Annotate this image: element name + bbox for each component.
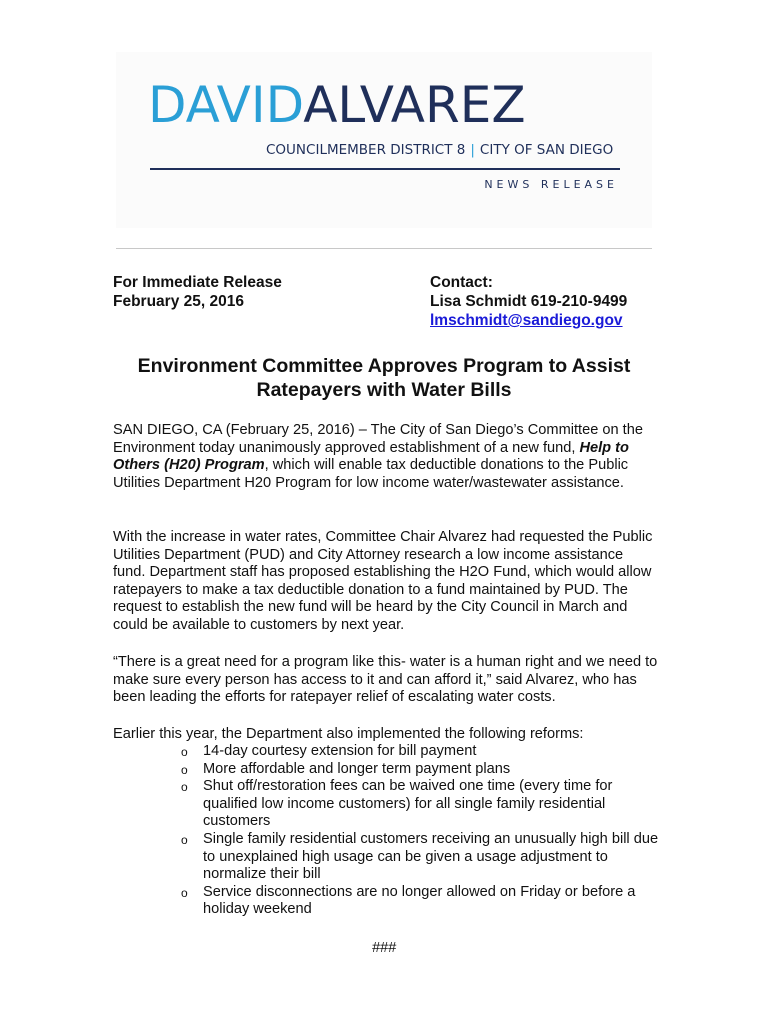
page-divider (116, 248, 652, 249)
separator: | (470, 142, 475, 158)
paragraph-1-rest: , which will enable tax deductible donations to the Public Utilities Department H20 Program for low income water/wastewater assistance. (113, 457, 629, 491)
headline-line-1: Environment Committee Approves Program to Assist (137, 355, 631, 377)
paragraph-3-quote (113, 654, 658, 707)
paragraph-2 (113, 529, 658, 635)
list-item (181, 761, 661, 779)
news-release-label: NEWS RELEASE (484, 178, 618, 191)
councilmember-name (148, 76, 526, 134)
bullet-icon: o (181, 885, 188, 900)
list-item (181, 831, 661, 884)
release-status: For Immediate Release (113, 274, 282, 291)
district-label: COUNCILMEMBER DISTRICT 8 (266, 142, 466, 158)
list-item-text: Shut off/restoration fees can be waived one time (every time for qualified low income customers) for all single family residential customers (203, 778, 613, 830)
district-line (266, 142, 613, 158)
contact-info (430, 273, 627, 330)
release-info (113, 273, 282, 311)
last-name: ALVAREZ (303, 76, 526, 134)
bullet-icon: o (181, 762, 188, 777)
release-date: February 25, 2016 (113, 293, 244, 310)
list-item-text: More affordable and longer term payment plans (203, 760, 511, 777)
bullet-icon: o (181, 745, 188, 759)
headline (100, 354, 668, 402)
bullet-icon: o (181, 832, 188, 847)
headline-line-2: Ratepayers with Water Bills (256, 379, 512, 401)
end-mark: ### (371, 940, 397, 956)
letterhead-divider (150, 168, 620, 170)
reforms-list (181, 743, 661, 919)
paragraph-1 (113, 422, 658, 492)
list-item-text: Single family residential customers receiving an unusually high bill due to unexplained high usage can be given a usage adjustment to normalize their bill (203, 830, 659, 883)
first-name: DAVID (148, 76, 304, 134)
city-label: CITY OF SAN DIEGO (479, 142, 614, 158)
paragraph-3-text: “There is a great need for a program like this- water is a human right and we need to make sure every person has access to it and can afford it,” said Alvarez, who has been leading the efforts for ratepayer relief of escalating water costs. (113, 654, 658, 706)
paragraph-2-text: With the increase in water rates, Committee Chair Alvarez had requested the Public Utilities Department (PUD) and City Attorney research a low income assistance fund. Department staff has proposed establishing the H2O Fund, which would allow ratepayers to make a tax deductible donation to a fund maintained by PUD. The request to establish the new fund will be heard by the City Council in March and could be available to customers by next year. (113, 529, 653, 633)
contact-label: Contact: (430, 274, 493, 291)
contact-name-phone: Lisa Schmidt 619-210-9499 (430, 293, 628, 310)
paragraph-4 (113, 726, 658, 744)
list-item-text: 14-day courtesy extension for bill payment (203, 743, 477, 759)
program-name: Help to Others (H20) Program (113, 439, 629, 474)
list-item (181, 884, 661, 919)
paragraph-1-intro: SAN DIEGO, CA (February 25, 2016) – The City of San Diego’s Committee on the Environment today unanimously approved establishment of a new fund, (113, 422, 643, 456)
list-item (181, 743, 661, 761)
list-item-text: Service disconnections are no longer allowed on Friday or before a holiday weekend (203, 883, 636, 918)
list-item (181, 778, 661, 831)
paragraph-4-text: Earlier this year, the Department also implemented the following reforms: (113, 726, 584, 742)
bullet-icon: o (181, 780, 188, 795)
contact-email-link[interactable]: lmschmidt@sandiego.gov (430, 312, 623, 329)
letterhead (116, 52, 652, 228)
